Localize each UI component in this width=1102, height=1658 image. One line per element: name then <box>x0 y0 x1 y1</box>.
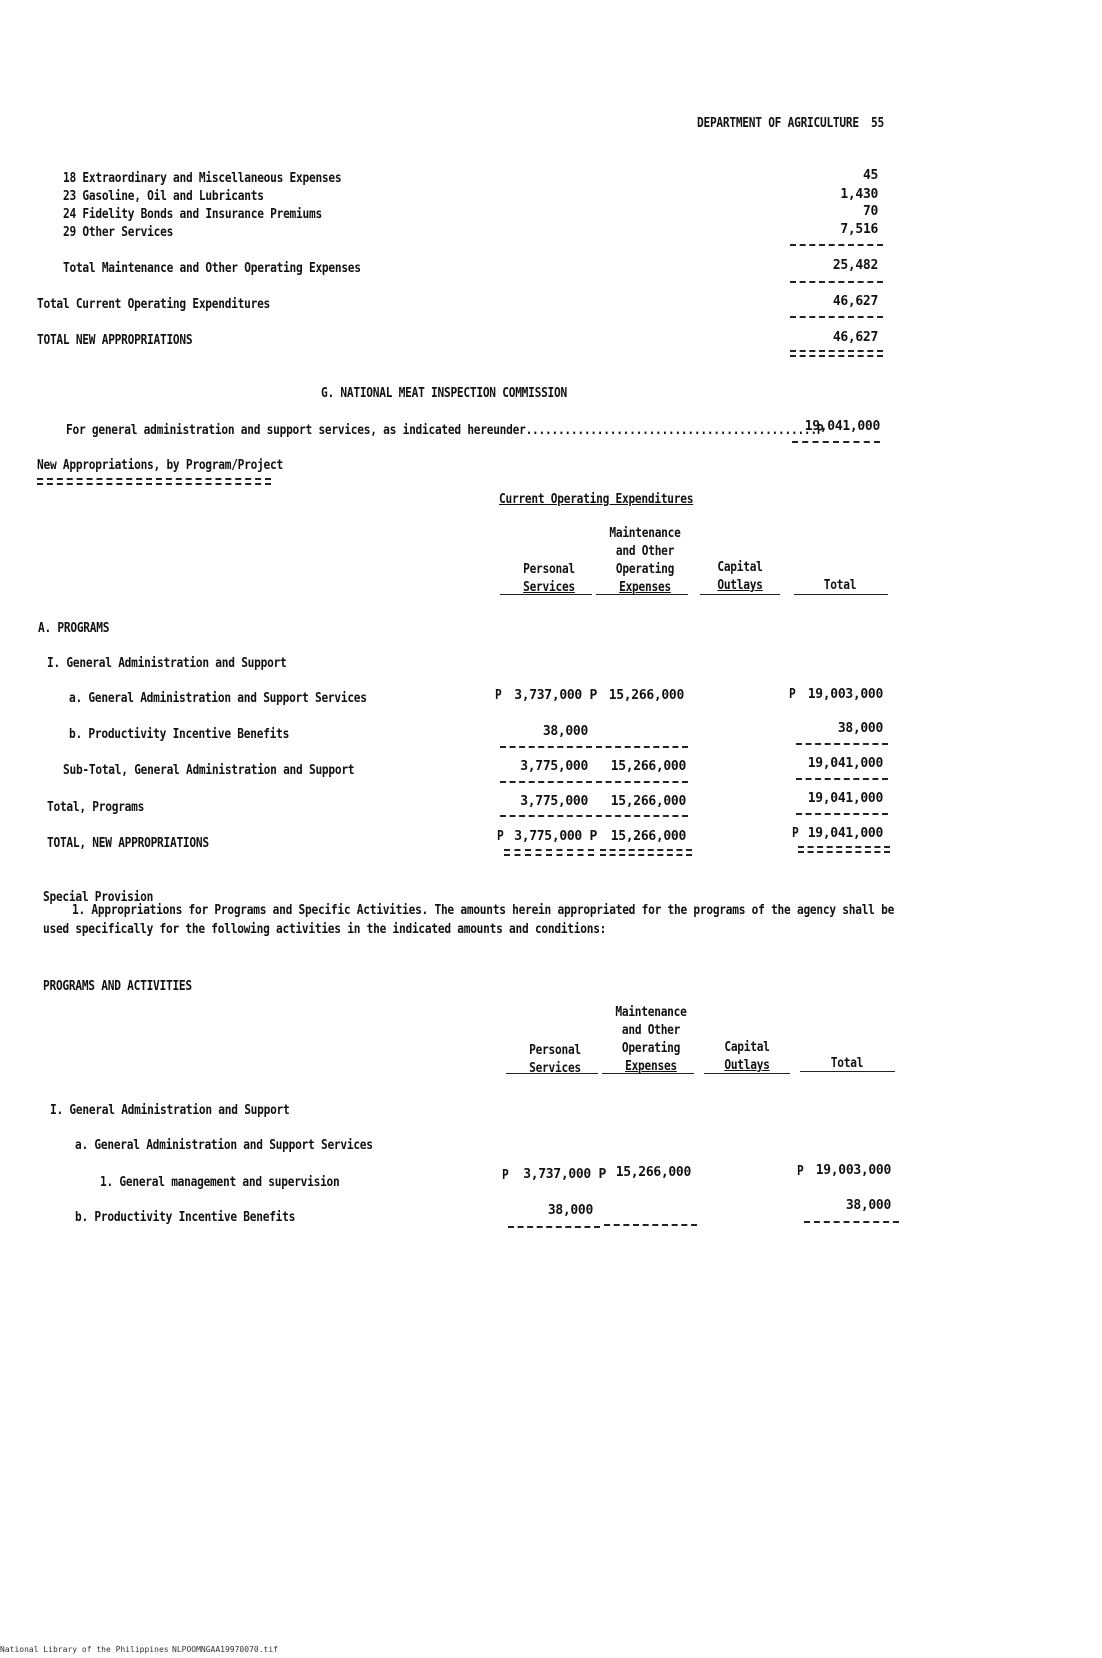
rule <box>506 1073 598 1074</box>
purpose-text: For general administration and support services, as indicated hereunder.............................................P <box>66 423 824 438</box>
ps-value: 3,737,000 P <box>523 1167 606 1182</box>
col-header-mooe: and Other <box>615 544 675 559</box>
expense-item-value: 7,516 <box>840 222 878 237</box>
row-label: TOTAL, NEW APPROPRIATIONS <box>47 836 209 851</box>
purpose-amount: 19,041,000 <box>804 419 880 434</box>
peso-sign: P <box>789 687 796 702</box>
rule <box>596 746 688 748</box>
expense-item-label: 23 Gasoline, Oil and Lubricants <box>63 189 264 204</box>
expense-item-value: 45 <box>862 168 878 183</box>
rule <box>500 594 592 595</box>
ps-value: 3,775,000 <box>520 759 588 774</box>
col-header-mooe: and Other <box>621 1023 681 1038</box>
row-label: b. Productivity Incentive Benefits <box>69 727 290 742</box>
rule <box>796 778 888 780</box>
rule <box>604 1224 697 1226</box>
ps-value: 38,000 <box>547 1203 593 1218</box>
rule <box>800 1071 895 1072</box>
new-appropriations-title: New Appropriations, by Program/Project <box>37 458 283 473</box>
ps-value: 38,000 <box>542 724 588 739</box>
peso-sign: P <box>792 826 799 841</box>
col-header-mooe: Expenses <box>619 580 671 595</box>
col-header-co: Outlays <box>717 578 763 593</box>
rule <box>602 1073 694 1074</box>
total-mooe-label: Total Maintenance and Other Operating Expenses <box>63 261 361 276</box>
col-header-ps: Personal <box>523 562 575 577</box>
total-value: 19,003,000 <box>815 1163 891 1178</box>
col-header-mooe: Maintenance <box>615 1005 687 1020</box>
rule <box>596 781 688 783</box>
total-value: 19,041,000 <box>807 756 883 771</box>
rule <box>704 1073 790 1074</box>
ps-value: 3,775,000 P <box>514 829 597 844</box>
ps-value: 3,775,000 <box>520 794 588 809</box>
row-label: a. General Administration and Support Services <box>69 691 367 706</box>
rule <box>804 1221 899 1223</box>
total-value: 19,041,000 <box>807 791 883 806</box>
total-value: 38,000 <box>837 721 883 736</box>
peso-sign: P <box>497 829 504 844</box>
col-header-co: Capital <box>717 560 763 575</box>
rule <box>500 815 592 817</box>
row-label: Total, Programs <box>47 800 145 815</box>
col-header-ps: Services <box>529 1061 581 1076</box>
rule <box>794 594 888 595</box>
rule <box>500 746 592 748</box>
rule <box>596 815 688 817</box>
row-label: 1. General management and supervision <box>100 1175 340 1190</box>
expense-item-label: 24 Fidelity Bonds and Insurance Premiums <box>63 207 322 222</box>
col-header-mooe: Operating <box>615 562 675 577</box>
total-value: 38,000 <box>845 1198 891 1213</box>
rule <box>796 813 888 815</box>
special-provision-title: Special Provision <box>43 890 154 905</box>
col-header-ps: Personal <box>529 1043 581 1058</box>
rule <box>796 743 888 745</box>
running-header: DEPARTMENT OF AGRICULTURE <box>697 116 859 131</box>
gas-label: I. General Administration and Support <box>50 1103 290 1118</box>
page-number: 55 <box>871 116 884 131</box>
total-coe-label: Total Current Operating Expenditures <box>37 297 271 312</box>
gas-label: I. General Administration and Support <box>47 656 287 671</box>
total-mooe-value: 25,482 <box>832 258 878 273</box>
rule <box>508 1226 600 1228</box>
row-label: Sub-Total, General Administration and Support <box>63 763 355 778</box>
section-title: G. NATIONAL MEAT INSPECTION COMMISSION <box>321 386 567 401</box>
double-rule <box>790 350 883 357</box>
mooe-value: 15,266,000 <box>608 688 684 703</box>
col-header-total: Total <box>830 1056 864 1071</box>
special-provision-line: used specifically for the following activities in the indicated amounts and conditions: <box>43 922 607 937</box>
col-header-co: Outlays <box>724 1058 770 1073</box>
double-rule <box>798 846 890 853</box>
double-rule <box>600 849 692 856</box>
expense-item-value: 1,430 <box>840 187 878 202</box>
special-provision-line: 1. Appropriations for Programs and Specific Activities. The amounts herein appropriated for the programs of the agency shall be <box>72 903 895 918</box>
expense-item-value: 70 <box>862 204 878 219</box>
peso-sign: P <box>495 688 502 703</box>
rule <box>790 316 883 318</box>
total-coe-value: 46,627 <box>832 294 878 309</box>
col-header-total: Total <box>823 578 857 593</box>
col-header-mooe: Maintenance <box>609 526 681 541</box>
mooe-value: 15,266,000 <box>610 794 686 809</box>
group-header: Current Operating Expenditures <box>499 492 694 507</box>
mooe-value: 15,266,000 <box>610 759 686 774</box>
double-rule <box>37 478 271 485</box>
expense-item-label: 18 Extraordinary and Miscellaneous Expenses <box>63 171 342 186</box>
rule <box>700 594 780 595</box>
total-new-appropriations-label: TOTAL NEW APPROPRIATIONS <box>37 333 193 348</box>
total-new-appropriations-value: 46,627 <box>832 330 878 345</box>
sub-label: a. General Administration and Support Services <box>75 1138 373 1153</box>
footer-filename: NLPOOMNGAA19970070.tif <box>172 1645 278 1654</box>
ps-value: 3,737,000 P <box>514 688 597 703</box>
footer-library: National Library of the Philippines <box>0 1645 169 1654</box>
rule <box>792 441 880 443</box>
col-header-mooe: Operating <box>621 1041 681 1056</box>
mooe-value: 15,266,000 <box>610 829 686 844</box>
expense-item-label: 29 Other Services <box>63 225 174 240</box>
rule <box>596 594 688 595</box>
double-rule <box>504 849 594 856</box>
total-value: 19,041,000 <box>807 826 883 841</box>
rule <box>500 781 592 783</box>
programs-activities-title: PROGRAMS AND ACTIVITIES <box>43 979 192 994</box>
peso-sign: P <box>797 1164 804 1179</box>
rule <box>790 281 883 283</box>
col-header-co: Capital <box>724 1040 770 1055</box>
peso-sign: P <box>502 1168 509 1183</box>
programs-label: A. PROGRAMS <box>38 621 110 636</box>
row-label: b. Productivity Incentive Benefits <box>75 1210 296 1225</box>
rule <box>790 244 883 246</box>
mooe-value: 15,266,000 <box>615 1165 691 1180</box>
total-value: 19,003,000 <box>807 687 883 702</box>
col-header-mooe: Expenses <box>625 1059 677 1074</box>
col-header-ps: Services <box>523 580 575 595</box>
